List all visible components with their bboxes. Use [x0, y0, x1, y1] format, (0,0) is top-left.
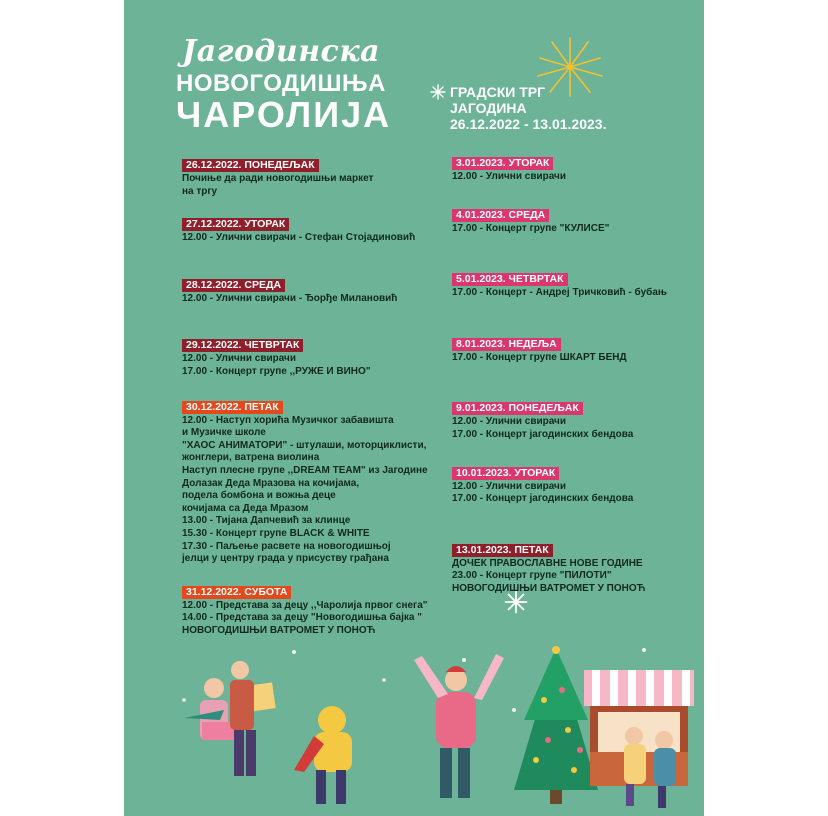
day-header: 13.01.2023. ПЕТАК — [452, 544, 553, 557]
day-header: 30.12.2022. ПЕТАК — [182, 401, 283, 414]
event-line: 17.00 - Концерт - Андреј Тричковић - бубањ — [452, 287, 667, 299]
event-line: жонглери, ватрена виолина — [182, 452, 320, 464]
event-line: 17.00 - Концерт групе ШКАРТ БЕНД — [452, 351, 627, 363]
event-line: и Музичке школе — [182, 427, 266, 439]
location-line-1: ГРАДСКИ ТРГ — [450, 84, 546, 100]
event-line: Долазак Деда Мразова на кочијама, — [182, 477, 360, 489]
schedule-right-column — [452, 153, 702, 596]
event-line: 23.00 - Концерт групе "ПИЛОТИ" — [452, 570, 612, 582]
event-line: 12.00 - Улични свирачи — [452, 171, 567, 182]
schedule-day — [452, 205, 702, 236]
title-line-1: Јагодинска — [182, 34, 381, 69]
day-header: 28.12.2022. СРЕДА — [182, 279, 285, 292]
day-header: 4.01.2023. СРЕДА — [452, 209, 549, 222]
event-line: НОВОГОДИШЊИ ВАТРОМЕТ У ПОНОЋ — [182, 624, 376, 636]
event-line: Наступ плесне групе ,,DREAM TEAM" из Јагодине — [182, 464, 428, 476]
event-line: Почиње да ради новогодишњи маркет — [182, 173, 374, 184]
christmas-market-illustration — [164, 640, 704, 816]
schedule-day — [452, 463, 702, 506]
schedule-day — [182, 335, 442, 378]
poster — [124, 0, 704, 816]
day-header: 3.01.2023. УТОРАК — [452, 157, 553, 170]
event-line: 12.00 - Улични свирачи — [182, 353, 297, 365]
schedule-day — [182, 397, 442, 566]
event-line: 15.30 - Концерт групе BLACK & WHITE — [182, 527, 370, 539]
event-line: јелци у центру града у присуству грађана — [182, 553, 389, 565]
event-line: 14.00 - Представа за децу "Новогодишња бајка " — [182, 612, 422, 624]
schedule-left-column — [182, 155, 442, 637]
schedule-day — [452, 153, 702, 184]
event-line: на тргу — [182, 185, 218, 197]
event-line: 17.00 - Концерт јагодинских бендова — [452, 428, 634, 440]
title-line-2: НОВОГОДИШЊА — [176, 70, 386, 97]
event-line: подела бомбона и вожња деце — [182, 490, 336, 502]
day-header: 27.12.2022. УТОРАК — [182, 218, 289, 231]
title-line-3: ЧАРОЛИЈА — [176, 94, 392, 135]
day-header: 10.01.2023. УТОРАК — [452, 467, 559, 480]
event-line: 17.00 - Концерт јагодинских бендова — [452, 493, 634, 505]
day-header: 31.12.2022. СУБОТА — [182, 586, 291, 599]
schedule-day — [182, 582, 442, 638]
event-line: 12.00 - Улични свирачи - Ђорђе Милановић — [182, 292, 398, 304]
event-line: кочијама са Деда Мразом — [182, 502, 309, 514]
event-line: 12.00 - Представа за децу ,,Чаролија првог снега" — [182, 599, 428, 611]
event-line: 17.00 - Концерт групе "КУЛИСЕ" — [452, 222, 610, 234]
event-line: 12.00 - Улични свирачи - Стефан Стојадиновић — [182, 232, 416, 244]
event-line: НОВОГОДИШЊИ ВАТРОМЕТ У ПОНОЋ — [452, 582, 646, 594]
event-line: 17.30 - Паљење расвете на новогодишњој — [182, 540, 391, 552]
event-line: 12.00 - Улични свирачи — [452, 480, 567, 492]
schedule-day — [182, 155, 442, 198]
schedule-day — [452, 334, 702, 365]
day-header: 29.12.2022. ЧЕТВРТАК — [182, 339, 303, 352]
event-line: ДОЧЕК ПРАВОСЛАВНЕ НОВЕ ГОДИНЕ — [452, 557, 643, 569]
event-line: "ХАОС АНИМАТОРИ" - штулаши, моторциклисти, — [182, 439, 427, 451]
schedule-day — [452, 269, 702, 300]
schedule-day — [182, 275, 442, 306]
day-header: 26.12.2022. ПОНЕДЕЉАК — [182, 159, 319, 172]
event-line: 13.00 - Тијана Дапчевић за клинце — [182, 515, 351, 527]
day-header: 8.01.2023. НЕДЕЉА — [452, 338, 561, 351]
schedule-day — [182, 214, 442, 245]
event-line: 17.00 - Концерт групе ,,РУЖЕ И ВИНО" — [182, 365, 371, 377]
event-line: 12.00 - Наступ хорића Музичког забавишта — [182, 414, 394, 426]
snowflake-icon — [430, 84, 446, 100]
location-line-3: 26.12.2022 - 13.01.2023. — [450, 116, 607, 132]
schedule-day — [452, 398, 702, 441]
event-location — [450, 84, 606, 132]
day-header: 9.01.2023. ПОНЕДЕЉАК — [452, 402, 583, 415]
event-line: 12.00 - Улични свирачи — [452, 416, 567, 428]
location-line-2: ЈАГОДИНА — [450, 100, 527, 116]
schedule-day — [452, 540, 702, 596]
day-header: 5.01.2023. ЧЕТВРТАК — [452, 273, 568, 286]
